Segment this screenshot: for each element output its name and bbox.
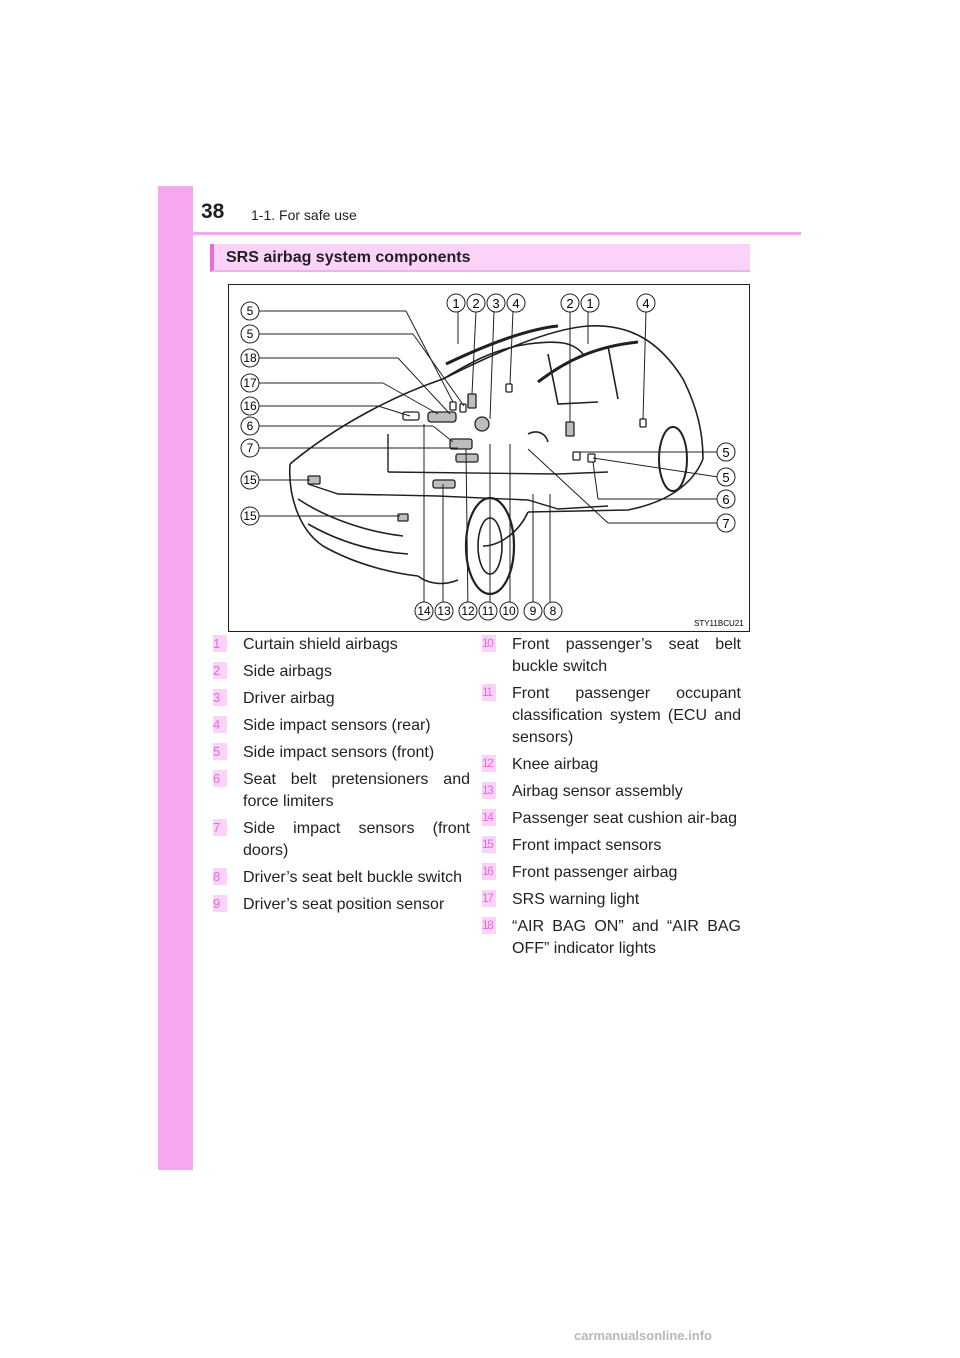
- list-item: [482, 683, 741, 749]
- callout-right-3: 6: [722, 492, 730, 507]
- callout-left-3: 18: [243, 351, 257, 365]
- callout-bottom-2: 13: [437, 604, 451, 618]
- callout-right-1: 5: [722, 445, 730, 460]
- callout-left-4: 17: [243, 376, 257, 390]
- item-number: 11: [482, 684, 496, 701]
- callout-bottom-4: 11: [481, 604, 495, 618]
- list-item: [213, 769, 470, 813]
- item-number: 7: [213, 819, 227, 836]
- item-text: Driver’s seat position sensor: [243, 896, 445, 913]
- list-item: [482, 754, 741, 776]
- list-item: [482, 634, 741, 678]
- callout-left-2: 5: [246, 327, 254, 341]
- item-number: 8: [213, 868, 227, 885]
- callouts-bottom: [415, 602, 562, 620]
- list-item: [213, 867, 470, 889]
- item-text: Front passenger occupant classification system (ECU and sensors): [512, 685, 741, 746]
- item-text: Curtain shield airbags: [243, 636, 398, 653]
- callout-left-7: 7: [246, 441, 254, 455]
- chapter-tab-bar: [158, 186, 193, 1170]
- callout-right-2: 5: [722, 470, 730, 485]
- item-text: Driver airbag: [243, 690, 335, 707]
- airbag-system-diagram: [228, 284, 750, 632]
- item-text: Front impact sensors: [512, 837, 662, 854]
- list-item: [213, 688, 470, 710]
- list-item: [213, 894, 470, 916]
- item-text: Front passenger’s seat belt buckle switch: [512, 636, 741, 675]
- item-text: SRS warning light: [512, 891, 640, 908]
- components-list-left: [213, 634, 470, 921]
- item-text: Side airbags: [243, 663, 332, 680]
- list-item: [213, 715, 470, 737]
- callout-top-4: 4: [512, 296, 520, 311]
- item-text: Knee airbag: [512, 756, 599, 773]
- item-number: 10: [482, 635, 496, 652]
- list-item: [482, 808, 741, 830]
- callout-top-3: 3: [492, 296, 500, 311]
- callout-top-5: 2: [566, 296, 574, 311]
- callout-top-1: 1: [452, 296, 460, 311]
- callout-left-5: 16: [243, 399, 257, 413]
- section-title: 1-1. For safe use: [251, 207, 357, 223]
- item-number: 18: [482, 917, 496, 934]
- item-text: Driver’s seat belt buckle switch: [243, 869, 463, 886]
- item-text: Side impact sensors (front doors): [243, 820, 470, 859]
- diagram-code: STY11BCU21: [694, 619, 744, 628]
- list-item: [482, 835, 741, 857]
- item-text: Passenger seat cushion air-bag: [512, 810, 738, 827]
- section-heading-text: SRS airbag system components: [226, 249, 471, 266]
- callout-top-6: 1: [586, 296, 594, 311]
- list-item: [213, 634, 470, 656]
- item-text: “AIR BAG ON” and “AIR BAG OFF” indicator lights: [512, 918, 741, 957]
- callout-bottom-1: 14: [417, 604, 431, 618]
- item-text: Side impact sensors (front): [243, 744, 435, 761]
- callout-bottom-5: 10: [502, 604, 516, 618]
- footer-watermark: carmanualsonline.info: [574, 1328, 712, 1343]
- callout-top-2: 2: [472, 296, 480, 311]
- callout-bottom-6: 9: [529, 604, 537, 618]
- item-text: Front passenger airbag: [512, 864, 678, 881]
- item-number: 17: [482, 890, 496, 907]
- header-divider: [193, 232, 801, 235]
- item-number: 6: [213, 770, 227, 787]
- item-text: Airbag sensor assembly: [512, 783, 683, 800]
- item-number: 2: [213, 662, 227, 679]
- item-number: 9: [213, 895, 227, 912]
- item-text: Seat belt pretensioners and force limiters: [243, 771, 470, 810]
- item-number: 4: [213, 716, 227, 733]
- callout-left-8: 15: [243, 473, 257, 487]
- callout-left-9: 15: [243, 509, 257, 523]
- list-item: [482, 889, 741, 911]
- list-item: [482, 862, 741, 884]
- item-number: 14: [482, 809, 496, 826]
- page-number: 38: [201, 200, 225, 223]
- list-item: [482, 781, 741, 803]
- section-heading: [210, 244, 750, 272]
- callout-left-1: 5: [246, 304, 254, 318]
- item-number: 16: [482, 863, 496, 880]
- item-number: 13: [482, 782, 496, 799]
- callout-bottom-7: 8: [549, 604, 557, 618]
- list-item: [213, 661, 470, 683]
- list-item: [482, 916, 741, 960]
- callout-left-6: 6: [246, 419, 254, 433]
- callout-right-4: 7: [722, 516, 730, 531]
- item-number: 3: [213, 689, 227, 706]
- list-item: [213, 742, 470, 764]
- callout-top-7: 4: [642, 296, 650, 311]
- callout-bottom-3: 12: [461, 604, 475, 618]
- item-number: 5: [213, 743, 227, 760]
- components-list-right: [482, 634, 741, 965]
- item-number: 1: [213, 635, 227, 652]
- item-number: 15: [482, 836, 496, 853]
- item-number: 12: [482, 755, 496, 772]
- list-item: [213, 818, 470, 862]
- item-text: Side impact sensors (rear): [243, 717, 431, 734]
